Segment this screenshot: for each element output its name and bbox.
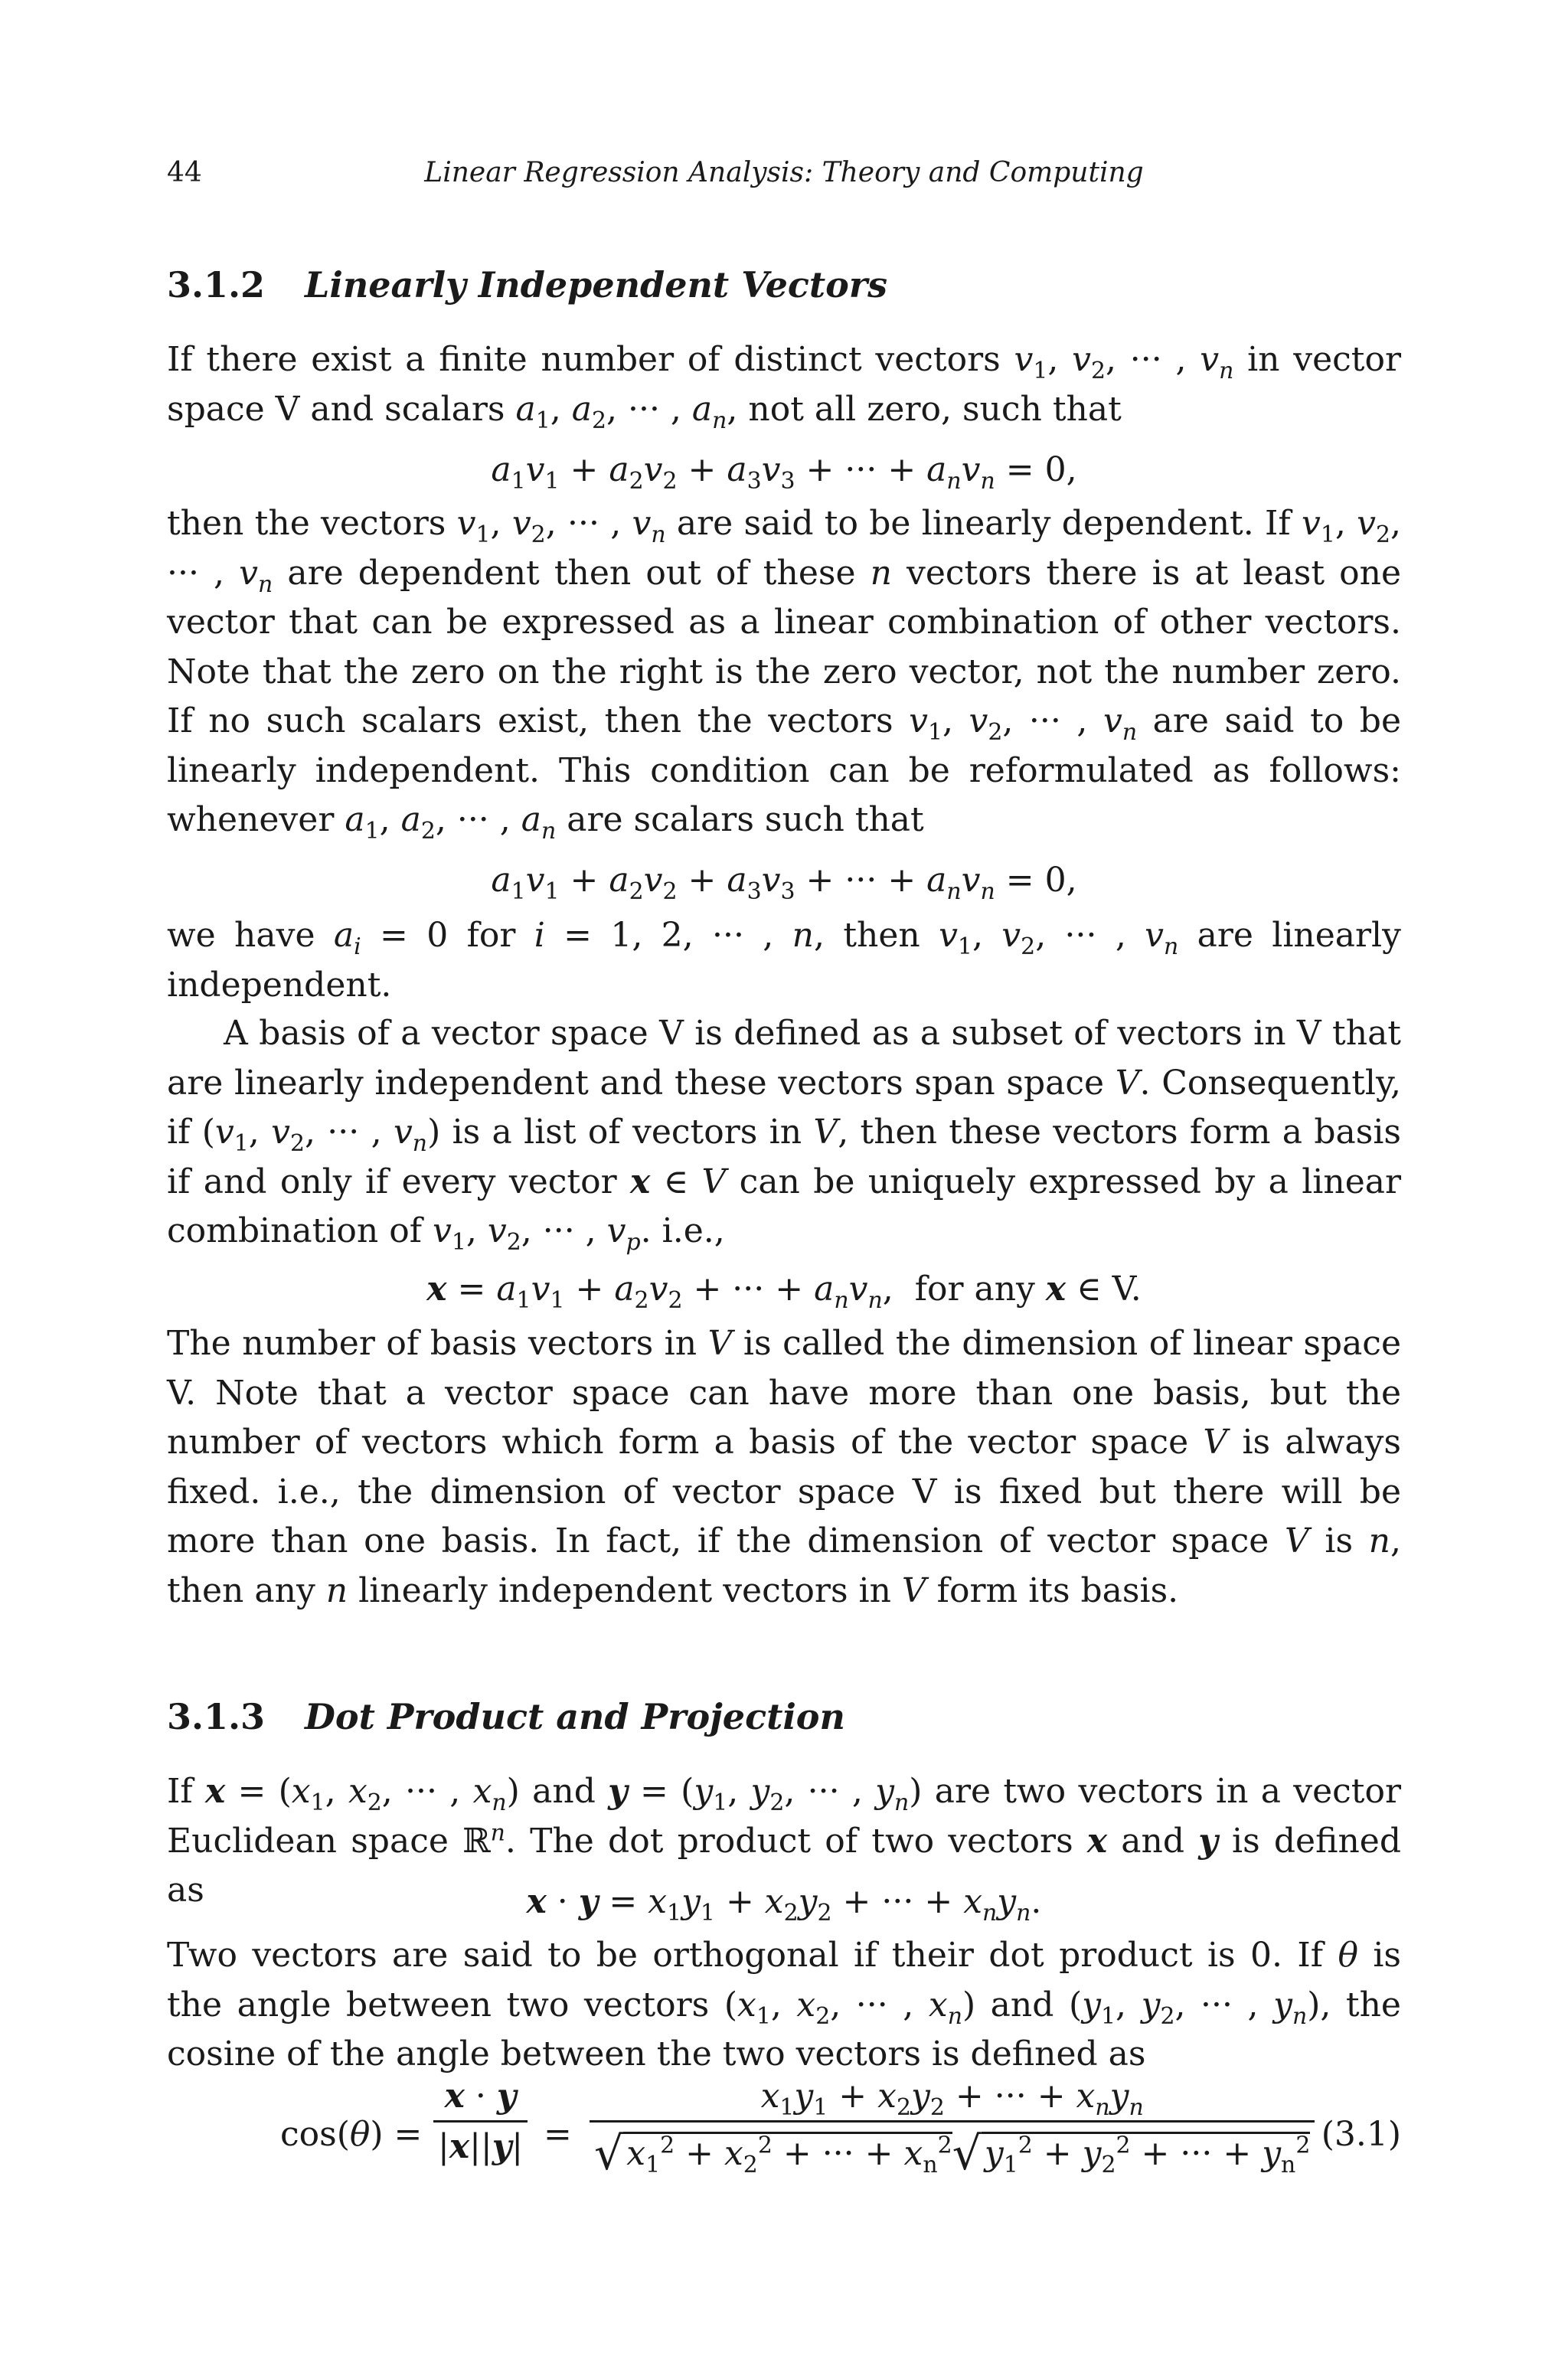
cosine-lhs: cos(θ) = [280,2115,423,2154]
page-header [167,157,1401,195]
paragraph-1: If there exist a finite number of distinct vectors $v_1$, $v_2$, ··· , $v_n$ in vector space V and scalars $a_1$, $a_2$, ··· , $a_n$, not all zero, such that [167,340,1401,434]
running-title: Linear Regression Analysis: Theory and Computing [424,157,1144,188]
section-title: Linearly Independent Vectors [305,264,887,306]
equals-sign: = [544,2115,572,2154]
equation-linear-combination-1: $a_1v_1 + a_2v_2 + a_3v_3$ + ··· + $a_nv_n = 0$, [491,450,1077,495]
equation-basis-expansion: $x = a_1v_1 + a_2v_2$ + ··· + $a_nv_n$, for any x ∈ V. [426,1270,1142,1314]
section-number: 3.1.3 [167,1696,266,1737]
paragraph-5: The number of basis vectors in V is called the dimension of linear space V. Note that a vector space can have more than one basis, but the number of vectors which form a basis of the vector space V is always fixed. i.e., the dimension of vector space V is fixed but there will be more than one basis. In fact, if the dimension of vector space V is n, then any n linearly independent vectors in V form its basis. [167,1324,1402,1610]
paragraph-3: we have $a_i = 0$ for i = 1, 2, ··· , n, then $v_1$, $v_2$, ··· , $v_n$ are linearly independent. [167,916,1401,1005]
paragraph-7: Two vectors are said to be orthogonal if their dot product is 0. If θ is the angle between two vectors ($x_1$, $x_2$, ··· , $x_n$) and ($y_1$, $y_2$, ··· , $y_n$), the cosine of the angle between the two vectors is defined as [167,1936,1401,2074]
paragraph-2: then the vectors $v_1$, $v_2$, ··· , $v_n$ are said to be linearly dependent. If $v_1$, $v_2$, ··· , $v_n$ are dependent then out of these n vectors there is at least one vector that can be expressed as a linear combination of other vectors. Note that the zero on the right is the zero vector, not the number zero. If no such scalars exist, then the vectors $v_1$, $v_2$, ··· , $v_n$ are said to be linearly independent. This condition can be reformulated as follows: whenever $a_1$, $a_2$, ··· , $a_n$ are scalars such that [167,504,1402,845]
fraction-vector-form: x · y |x||y| [433,2077,528,2166]
paragraph-6: If $x = (x_1$, $x_2$, ··· , $x_n$) and $y = (y_1$, $y_2$, ··· , $y_n$) are two vectors in a vector Euclidean space ℝ$^n$. The dot product of two vectors x and y is defined as [167,1772,1402,1910]
equation-linear-combination-2: $a_1v_1 + a_2v_2 + a_3v_3$ + ··· + $a_nv_n = 0$, [491,861,1077,905]
equation-number: (3.1) [1321,2115,1401,2154]
page-number: 44 [167,157,202,188]
section-heading-3-1-2 [167,264,887,306]
section-number: 3.1.2 [167,264,266,306]
equation-dot-product: $x \cdot y = x_1y_1 + x_2y_2$ + ··· + $x_ny_n$. [526,1882,1042,1926]
equation-cosine-angle [167,2077,1401,2191]
section-title: Dot Product and Projection [305,1696,845,1737]
fraction-component-form: $x_1y_1 + x_2y_2$ + ··· + $x_ny_n$ $√x_1^2 + x_2^2$ + ··· + $x_n^2√y_1^2 + y_2^2$ + ··· + $y_n^2$ [590,2077,1315,2181]
paragraph-4: A basis of a vector space V is defined as a subset of vectors in V that are linearly independent and these vectors span space V. Consequently, if ($v_1$, $v_2$, ··· , $v_n$) is a list of vectors in V, then these vectors form a basis if and only if every vector x ∈ V can be uniquely expressed by a linear combination of $v_1$, $v_2$, ··· , $v_p$. i.e., [167,1014,1402,1256]
section-heading-3-1-3 [167,1696,845,1737]
